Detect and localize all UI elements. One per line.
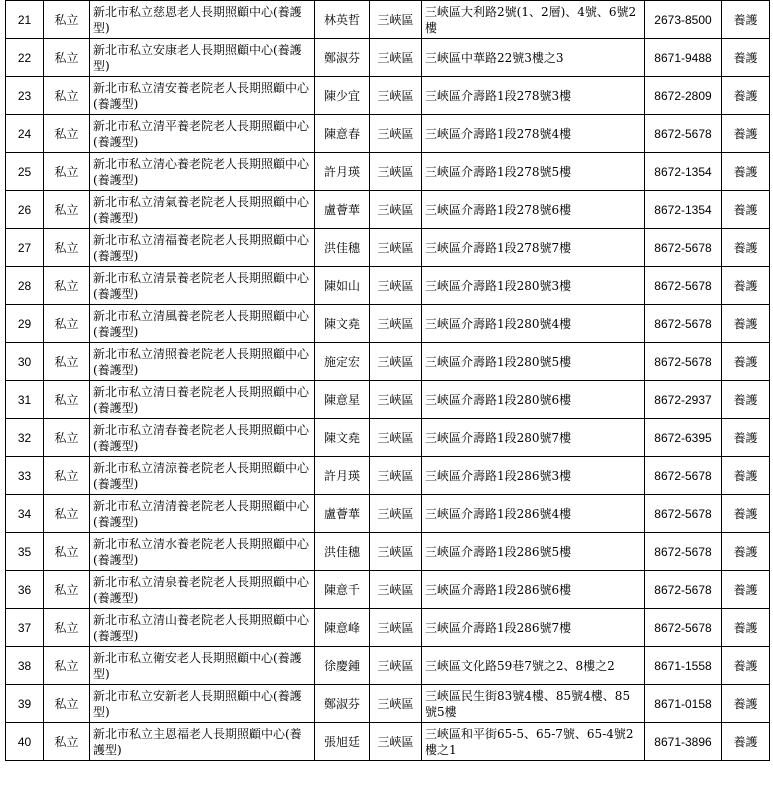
district: 三峽區 xyxy=(370,685,422,723)
row-number: 27 xyxy=(6,229,44,267)
row-number: 29 xyxy=(6,305,44,343)
district: 三峽區 xyxy=(370,533,422,571)
row-number: 30 xyxy=(6,343,44,381)
representative-name: 林英哲 xyxy=(315,1,370,39)
ownership-type: 私立 xyxy=(44,685,90,723)
ownership-type: 私立 xyxy=(44,229,90,267)
facility-address: 三峽區大利路2號(1、2層)、4號、6號2樓 xyxy=(422,1,645,39)
district: 三峽區 xyxy=(370,229,422,267)
facility-name: 新北市私立清氣養老院老人長期照顧中心(養護型) xyxy=(90,191,315,229)
row-number: 36 xyxy=(6,571,44,609)
ownership-type: 私立 xyxy=(44,77,90,115)
ownership-type: 私立 xyxy=(44,1,90,39)
facility-address: 三峽區介壽路1段280號4樓 xyxy=(422,305,645,343)
representative-name: 施定宏 xyxy=(315,343,370,381)
district: 三峽區 xyxy=(370,381,422,419)
row-number: 34 xyxy=(6,495,44,533)
facility-address: 三峽區中華路22號3樓之3 xyxy=(422,39,645,77)
table-row xyxy=(6,229,770,267)
table-row xyxy=(6,723,770,761)
district: 三峽區 xyxy=(370,115,422,153)
table-row xyxy=(6,571,770,609)
row-number: 21 xyxy=(6,1,44,39)
ownership-type: 私立 xyxy=(44,457,90,495)
table-row xyxy=(6,1,770,39)
facility-name: 新北市私立清日養老院老人長期照顧中心(養護型) xyxy=(90,381,315,419)
representative-name: 盧薈華 xyxy=(315,495,370,533)
phone-number: 8672-2809 xyxy=(645,77,722,115)
facility-name: 新北市私立清風養老院老人長期照顧中心(養護型) xyxy=(90,305,315,343)
phone-number: 8672-5678 xyxy=(645,115,722,153)
representative-name: 許月瑛 xyxy=(315,457,370,495)
table-row xyxy=(6,609,770,647)
row-number: 24 xyxy=(6,115,44,153)
row-number: 33 xyxy=(6,457,44,495)
phone-number: 8672-1354 xyxy=(645,153,722,191)
table-row xyxy=(6,153,770,191)
table-row xyxy=(6,457,770,495)
district: 三峽區 xyxy=(370,343,422,381)
service-type: 養護 xyxy=(722,1,770,39)
row-number: 37 xyxy=(6,609,44,647)
phone-number: 8672-6395 xyxy=(645,419,722,457)
service-type: 養護 xyxy=(722,343,770,381)
facility-address: 三峽區民生街83號4樓、85號4樓、85號5樓 xyxy=(422,685,645,723)
row-number: 28 xyxy=(6,267,44,305)
ownership-type: 私立 xyxy=(44,571,90,609)
row-number: 25 xyxy=(6,153,44,191)
facility-name: 新北市私立安新老人長期照顧中心(養護型) xyxy=(90,685,315,723)
representative-name: 徐慶鍾 xyxy=(315,647,370,685)
table-row xyxy=(6,685,770,723)
representative-name: 陳少宜 xyxy=(315,77,370,115)
facility-address: 三峽區介壽路1段280號7樓 xyxy=(422,419,645,457)
representative-name: 陳意千 xyxy=(315,571,370,609)
representative-name: 陳意星 xyxy=(315,381,370,419)
table-body xyxy=(6,1,770,761)
facility-address: 三峽區介壽路1段278號3樓 xyxy=(422,77,645,115)
table-row xyxy=(6,267,770,305)
district: 三峽區 xyxy=(370,457,422,495)
service-type: 養護 xyxy=(722,305,770,343)
facility-address: 三峽區介壽路1段278號5樓 xyxy=(422,153,645,191)
district: 三峽區 xyxy=(370,609,422,647)
table-row xyxy=(6,115,770,153)
phone-number: 8671-1558 xyxy=(645,647,722,685)
table-row xyxy=(6,191,770,229)
table-row xyxy=(6,495,770,533)
row-number: 38 xyxy=(6,647,44,685)
facility-address: 三峽區和平街65-5、65-7號、65-4號2樓之1 xyxy=(422,723,645,761)
ownership-type: 私立 xyxy=(44,419,90,457)
district: 三峽區 xyxy=(370,647,422,685)
phone-number: 8672-5678 xyxy=(645,533,722,571)
phone-number: 8672-5678 xyxy=(645,267,722,305)
ownership-type: 私立 xyxy=(44,343,90,381)
district: 三峽區 xyxy=(370,305,422,343)
phone-number: 8671-0158 xyxy=(645,685,722,723)
service-type: 養護 xyxy=(722,39,770,77)
facility-table xyxy=(5,0,770,761)
facility-name: 新北市私立慈恩老人長期照顧中心(養護型) xyxy=(90,1,315,39)
facility-address: 三峽區介壽路1段280號3樓 xyxy=(422,267,645,305)
facility-address: 三峽區介壽路1段286號7樓 xyxy=(422,609,645,647)
service-type: 養護 xyxy=(722,495,770,533)
facility-address: 三峽區介壽路1段280號6樓 xyxy=(422,381,645,419)
facility-name: 新北市私立清清養老院老人長期照顧中心(養護型) xyxy=(90,495,315,533)
facility-name: 新北市私立主恩福老人長期照顧中心(養護型) xyxy=(90,723,315,761)
ownership-type: 私立 xyxy=(44,115,90,153)
row-number: 39 xyxy=(6,685,44,723)
row-number: 26 xyxy=(6,191,44,229)
phone-number: 8671-9488 xyxy=(645,39,722,77)
district: 三峽區 xyxy=(370,419,422,457)
service-type: 養護 xyxy=(722,229,770,267)
ownership-type: 私立 xyxy=(44,647,90,685)
district: 三峽區 xyxy=(370,571,422,609)
ownership-type: 私立 xyxy=(44,609,90,647)
facility-name: 新北市私立安康老人長期照顧中心(養護型) xyxy=(90,39,315,77)
ownership-type: 私立 xyxy=(44,495,90,533)
phone-number: 8672-1354 xyxy=(645,191,722,229)
ownership-type: 私立 xyxy=(44,723,90,761)
district: 三峽區 xyxy=(370,495,422,533)
facility-address: 三峽區文化路59巷7號之2、8樓之2 xyxy=(422,647,645,685)
representative-name: 陳文堯 xyxy=(315,419,370,457)
facility-address: 三峽區介壽路1段278號7樓 xyxy=(422,229,645,267)
service-type: 養護 xyxy=(722,191,770,229)
table-row xyxy=(6,381,770,419)
facility-name: 新北市私立清春養老院老人長期照顧中心(養護型) xyxy=(90,419,315,457)
facility-name: 新北市私立清涼養老院老人長期照顧中心(養護型) xyxy=(90,457,315,495)
facility-name: 新北市私立清水養老院老人長期照顧中心(養護型) xyxy=(90,533,315,571)
service-type: 養護 xyxy=(722,457,770,495)
table-row xyxy=(6,343,770,381)
facility-name: 新北市私立清心養老院老人長期照顧中心(養護型) xyxy=(90,153,315,191)
phone-number: 8672-5678 xyxy=(645,609,722,647)
ownership-type: 私立 xyxy=(44,191,90,229)
table-row xyxy=(6,647,770,685)
phone-number: 8671-3896 xyxy=(645,723,722,761)
representative-name: 陳意春 xyxy=(315,115,370,153)
row-number: 22 xyxy=(6,39,44,77)
district: 三峽區 xyxy=(370,153,422,191)
table-row xyxy=(6,77,770,115)
row-number: 32 xyxy=(6,419,44,457)
representative-name: 盧薈華 xyxy=(315,191,370,229)
phone-number: 8672-5678 xyxy=(645,229,722,267)
service-type: 養護 xyxy=(722,571,770,609)
facility-address: 三峽區介壽路1段278號4樓 xyxy=(422,115,645,153)
representative-name: 洪佳穗 xyxy=(315,533,370,571)
facility-address: 三峽區介壽路1段286號5樓 xyxy=(422,533,645,571)
ownership-type: 私立 xyxy=(44,533,90,571)
representative-name: 鄭淑芬 xyxy=(315,685,370,723)
facility-name: 新北市私立清泉養老院老人長期照顧中心(養護型) xyxy=(90,571,315,609)
row-number: 40 xyxy=(6,723,44,761)
ownership-type: 私立 xyxy=(44,305,90,343)
facility-name: 新北市私立清安養老院老人長期照顧中心(養護型) xyxy=(90,77,315,115)
facility-address: 三峽區介壽路1段278號6樓 xyxy=(422,191,645,229)
service-type: 養護 xyxy=(722,533,770,571)
facility-address: 三峽區介壽路1段286號6樓 xyxy=(422,571,645,609)
facility-address: 三峽區介壽路1段280號5樓 xyxy=(422,343,645,381)
facility-name: 新北市私立清平養老院老人長期照顧中心(養護型) xyxy=(90,115,315,153)
service-type: 養護 xyxy=(722,419,770,457)
row-number: 31 xyxy=(6,381,44,419)
district: 三峽區 xyxy=(370,39,422,77)
service-type: 養護 xyxy=(722,267,770,305)
service-type: 養護 xyxy=(722,381,770,419)
district: 三峽區 xyxy=(370,267,422,305)
representative-name: 鄭淑芬 xyxy=(315,39,370,77)
phone-number: 8672-5678 xyxy=(645,305,722,343)
district: 三峽區 xyxy=(370,1,422,39)
service-type: 養護 xyxy=(722,77,770,115)
ownership-type: 私立 xyxy=(44,153,90,191)
representative-name: 張旭廷 xyxy=(315,723,370,761)
representative-name: 陳如山 xyxy=(315,267,370,305)
table-row xyxy=(6,533,770,571)
facility-name: 新北市私立清山養老院老人長期照顧中心(養護型) xyxy=(90,609,315,647)
facility-name: 新北市私立衛安老人長期照顧中心(養護型) xyxy=(90,647,315,685)
row-number: 35 xyxy=(6,533,44,571)
table-row xyxy=(6,305,770,343)
facility-address: 三峽區介壽路1段286號4樓 xyxy=(422,495,645,533)
service-type: 養護 xyxy=(722,153,770,191)
facility-address: 三峽區介壽路1段286號3樓 xyxy=(422,457,645,495)
service-type: 養護 xyxy=(722,647,770,685)
service-type: 養護 xyxy=(722,685,770,723)
row-number: 23 xyxy=(6,77,44,115)
facility-name: 新北市私立清照養老院老人長期照顧中心(養護型) xyxy=(90,343,315,381)
district: 三峽區 xyxy=(370,723,422,761)
phone-number: 2673-8500 xyxy=(645,1,722,39)
table-row xyxy=(6,419,770,457)
representative-name: 陳意峰 xyxy=(315,609,370,647)
phone-number: 8672-5678 xyxy=(645,343,722,381)
ownership-type: 私立 xyxy=(44,39,90,77)
facility-name: 新北市私立清景養老院老人長期照顧中心(養護型) xyxy=(90,267,315,305)
table-row xyxy=(6,39,770,77)
district: 三峽區 xyxy=(370,77,422,115)
ownership-type: 私立 xyxy=(44,381,90,419)
representative-name: 陳文堯 xyxy=(315,305,370,343)
ownership-type: 私立 xyxy=(44,267,90,305)
phone-number: 8672-5678 xyxy=(645,495,722,533)
representative-name: 洪佳穗 xyxy=(315,229,370,267)
service-type: 養護 xyxy=(722,609,770,647)
representative-name: 許月瑛 xyxy=(315,153,370,191)
service-type: 養護 xyxy=(722,115,770,153)
phone-number: 8672-5678 xyxy=(645,571,722,609)
phone-number: 8672-5678 xyxy=(645,457,722,495)
phone-number: 8672-2937 xyxy=(645,381,722,419)
facility-name: 新北市私立清福養老院老人長期照顧中心(養護型) xyxy=(90,229,315,267)
district: 三峽區 xyxy=(370,191,422,229)
service-type: 養護 xyxy=(722,723,770,761)
